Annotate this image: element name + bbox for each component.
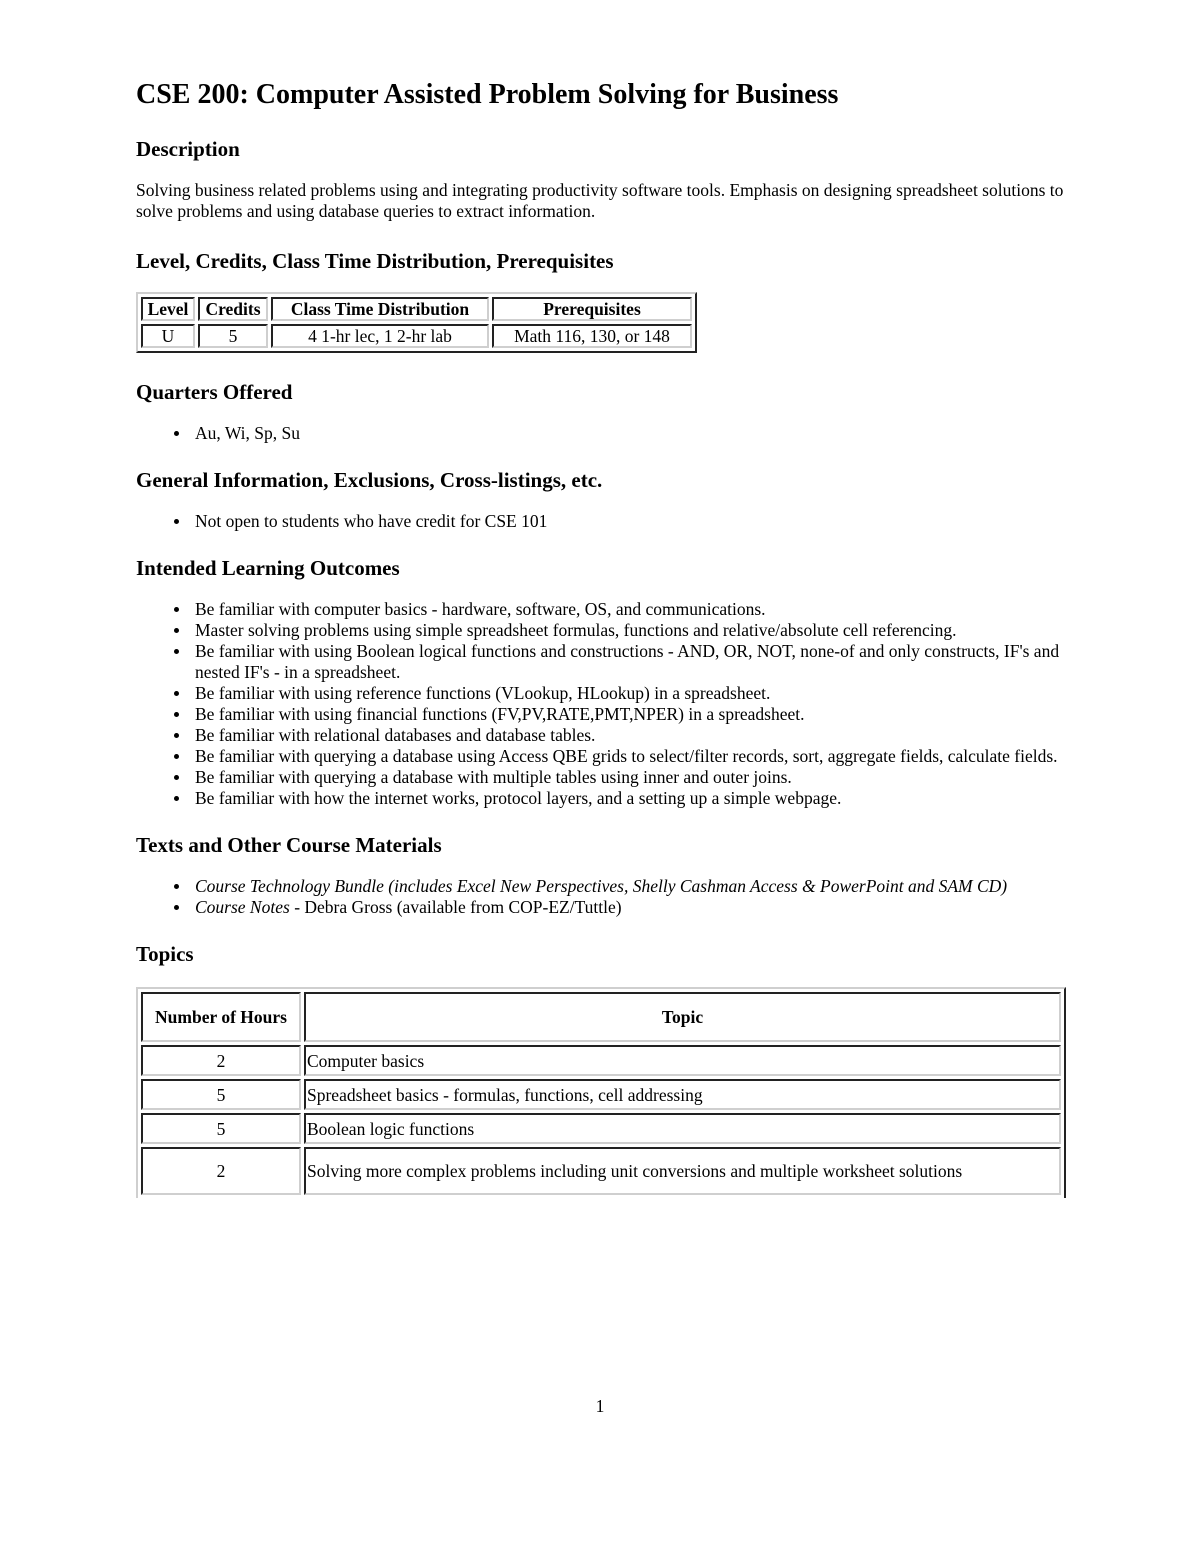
quarters-list [136,423,1066,444]
cell-hours: 2 [141,1045,301,1076]
material-title: Course Notes [195,897,290,917]
cell-hours: 2 [141,1147,301,1195]
header-level: Level [141,297,195,321]
materials-list [136,876,1066,918]
materials-heading: Texts and Other Course Materials [136,833,442,857]
cell-prerequisites: Math 116, 130, or 148 [492,324,692,348]
cell-topic: Solving more complex problems including unit conversions and multiple worksheet solutions [304,1147,1061,1195]
course-info-table [136,292,697,353]
quarters-heading: Quarters Offered [136,380,293,404]
list-item: Be familiar with querying a database using Access QBE grids to select/filter records, sort, aggregate fields, calculate fields. [195,746,1066,767]
list-item: Be familiar with using reference functions (VLookup, HLookup) in a spreadsheet. [195,683,1066,704]
table-header-row [141,297,692,321]
table-row [141,1079,1061,1110]
cell-topic: Computer basics [304,1045,1061,1076]
table-row [141,1147,1061,1195]
general-heading: General Information, Exclusions, Cross-listings, etc. [136,468,603,492]
document-page [136,72,1066,1198]
page-title: CSE 200: Computer Assisted Problem Solving for Business [136,79,839,110]
list-item [195,876,1066,897]
outcomes-list [136,599,1066,809]
page-number: 1 [595,1396,605,1416]
list-item: Not open to students who have credit for CSE 101 [195,511,1066,532]
cell-hours: 5 [141,1079,301,1110]
cell-class-time: 4 1-hr lec, 1 2-hr lab [271,324,489,348]
list-item: Be familiar with how the internet works, protocol layers, and a setting up a simple webpage. [195,788,1066,809]
topics-table [136,987,1066,1198]
list-item: Be familiar with using Boolean logical functions and constructions - AND, OR, NOT, none-of and only constructs, IF's and nested IF's - in a spreadsheet. [195,641,1066,683]
list-item: Be familiar with using financial functions (FV,PV,RATE,PMT,NPER) in a spreadsheet. [195,704,1066,725]
cell-level: U [141,324,195,348]
material-detail: - Debra Gross (available from COP-EZ/Tuttle) [289,897,622,917]
list-item: Be familiar with computer basics - hardware, software, OS, and communications. [195,599,1066,620]
list-item [195,897,1066,918]
header-prerequisites: Prerequisites [492,297,692,321]
cell-topic: Spreadsheet basics - formulas, functions, cell addressing [304,1079,1061,1110]
header-credits: Credits [198,297,268,321]
cell-credits: 5 [198,324,268,348]
list-item: Au, Wi, Sp, Su [195,423,1066,444]
cell-hours: 5 [141,1113,301,1144]
header-class-time: Class Time Distribution [271,297,489,321]
table-row [141,1113,1061,1144]
list-item: Master solving problems using simple spreadsheet formulas, functions and relative/absolute cell referencing. [195,620,1066,641]
outcomes-heading: Intended Learning Outcomes [136,556,400,580]
general-list [136,511,1066,532]
topics-heading: Topics [136,942,194,966]
table-header-row [141,992,1061,1042]
cell-topic: Boolean logic functions [304,1113,1061,1144]
description-text: Solving business related problems using and integrating productivity software tools. Emphasis on designing spreadsheet solutions to solve problems and using database queries to extract information. [136,180,1064,221]
description-heading: Description [136,137,240,161]
info-heading: Level, Credits, Class Time Distribution, Prerequisites [136,249,614,273]
list-item: Be familiar with querying a database with multiple tables using inner and outer joins. [195,767,1066,788]
header-hours: Number of Hours [141,992,301,1042]
table-row [141,324,692,348]
material-title: Course Technology Bundle (includes Excel New Perspectives, Shelly Cashman Access & PowerPoint and SAM CD) [195,876,1008,896]
table-row [141,1045,1061,1076]
header-topic: Topic [304,992,1061,1042]
list-item: Be familiar with relational databases and database tables. [195,725,1066,746]
